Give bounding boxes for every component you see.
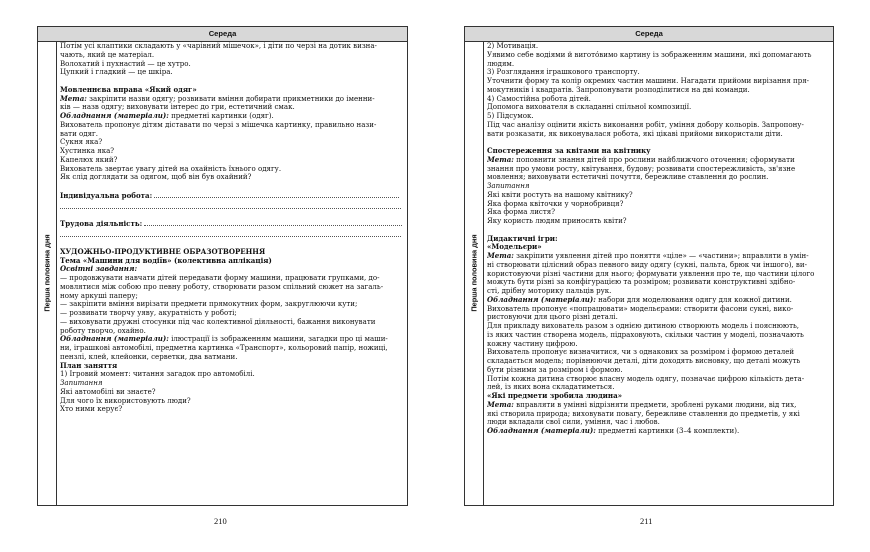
plan-line: Під час аналізу оцінити якість виконання робіт, уміння добору кольорів. Запропону- bbox=[487, 120, 804, 129]
plan-line: вати розказати, як виконувалася робота, які цікаві прийоми використали діти. bbox=[487, 129, 783, 138]
game1-process: Для прикладу вихователь разом з однією дитиною створюють модель і пояснюють, bbox=[487, 322, 800, 330]
task-line: роботу творчо, охайно. bbox=[60, 326, 146, 335]
game1-process: Вихователь пропонує визначитися, чи з однакових за розміром і формою деталей bbox=[487, 348, 795, 357]
obs-question: Яка форма листя? bbox=[487, 208, 555, 217]
plan-line: Уявимо себе водіями й вигото́вимо картину із зображенням машини, які допомагають bbox=[487, 50, 812, 59]
task-line: — закріпити вміння вирізати предмети прямокутних форм, закруглюючи кути; bbox=[60, 300, 358, 309]
game2-equipment-text: предметні картинки (3–4 комплекти). bbox=[595, 427, 740, 435]
left-page-number: 210 bbox=[214, 516, 227, 526]
equipment-label: Обладнання (матеріали): bbox=[60, 112, 169, 120]
tasks-label: Освітні завдання: bbox=[60, 265, 138, 274]
right-page-header: Середа bbox=[465, 27, 833, 42]
left-page-content bbox=[60, 42, 403, 503]
art-equipment-text: ілюстрації із зображенням машини, загадки про ці маши- bbox=[168, 335, 388, 344]
individual-work-fill-line bbox=[60, 201, 401, 209]
individual-work-label: Індивідуальна робота: bbox=[60, 190, 153, 200]
plan-line: 4) Самостійна робота дітей. bbox=[487, 94, 591, 103]
process-line: вати одяг. bbox=[60, 129, 98, 138]
obs-question: Яка форма квіточки у чорнобривця? bbox=[487, 199, 624, 208]
right-page-table bbox=[464, 26, 834, 506]
art-section-title: ХУДОЖНЬО-ПРОДУКТИВНЕ ОБРАЗОТВОРЕННЯ bbox=[60, 247, 266, 256]
process-line: Вихователь звертає увагу дітей на охайність їхнього одягу. bbox=[60, 164, 282, 173]
art-equipment-label: Обладнання (матеріали): bbox=[60, 335, 169, 344]
goal-label: Мета: bbox=[60, 94, 87, 103]
right-side-label: Перша половина дня bbox=[469, 234, 479, 312]
game2-goal-text: вправляти в умінні відрізняти предмети, зроблені руками людини, від тих, bbox=[513, 400, 797, 409]
goal-text: ків — назв одягу; виховувати інтерес до гри, естетичний смак. bbox=[60, 103, 295, 112]
question-line: Які автомобілі ви знаєте? bbox=[60, 387, 156, 396]
left-side-column bbox=[38, 41, 57, 505]
game1-process: лей, із яких вона складатиметься. bbox=[487, 383, 615, 392]
left-page-header: Середа bbox=[38, 27, 407, 42]
question-line: Для чого їх використовують люди? bbox=[60, 396, 191, 405]
labor-label: Трудова діяльність: bbox=[60, 219, 143, 229]
game2-goal-text: які створила природа; виховувати повагу, бережливе ставлення до предметів, у які bbox=[487, 409, 800, 418]
process-line: Капелюх який? bbox=[60, 155, 118, 164]
left-side-label: Перша половина дня bbox=[42, 234, 52, 312]
intro-line: Цупкий і гладкий — це шкіра. bbox=[60, 68, 173, 77]
task-line: — розвивати творчу уяву, акуратність у роботі; bbox=[60, 309, 237, 317]
game1-process: ристовуючи для цього різні деталі. bbox=[487, 313, 618, 322]
obs-goal-label: Мета: bbox=[487, 155, 514, 164]
task-line: мовлятися між собою про певну роботу, створювати разом спільний сюжет на загаль- bbox=[60, 282, 384, 291]
questions-label: Запитання bbox=[60, 379, 103, 387]
observation-title: Спостереження за квітами на квітнику bbox=[487, 147, 651, 155]
equipment-text: предметні картинки (одяг). bbox=[168, 112, 274, 120]
game2-title: «Які предмети зробила людина» bbox=[487, 392, 623, 400]
game2-equipment-label: Обладнання (матеріали): bbox=[487, 427, 596, 435]
game2-goal-label: Мета: bbox=[487, 400, 514, 409]
intro-line: чають, який це матеріал. bbox=[60, 50, 155, 59]
game1-title: «Модельєри» bbox=[487, 243, 542, 252]
game1-process: Вихователь пропонує «попрацювати» модельєрами: створити фасони сукні, вико- bbox=[487, 304, 794, 313]
plan-line: 3) Розглядання іграшкового транспорту. bbox=[487, 68, 640, 77]
obs-goal-text: поповнити знання дітей про рослини найближчого оточення; сформувати bbox=[513, 155, 795, 164]
individual-work-fill-line bbox=[154, 191, 399, 198]
game1-goal-text: користовуючи різні частини для нього; формувати уявлення про те, що частини цілого bbox=[487, 269, 815, 278]
intro-line: Волохатий і пухнастий — це хутро. bbox=[60, 59, 191, 68]
art-equipment-text: пензлі, клей, клейонки, серветки, два ватмани. bbox=[60, 352, 238, 361]
game2-goal-text: люди вкладали свої сили, уміння, час і любов. bbox=[487, 418, 660, 427]
obs-questions-label: Запитання bbox=[487, 182, 530, 190]
labor-fill-line bbox=[144, 219, 402, 226]
process-line: Вихователь пропонує дітям діставати по черзі з мішечка картинку, правильно нази- bbox=[60, 120, 377, 129]
art-equipment-text: ни, іграшкові автомобілі, предметна картинка «Транспорт», кольоровий папір, ножиці, bbox=[60, 344, 388, 352]
obs-question: Яку користь людям приносять квіти? bbox=[487, 217, 627, 225]
labor-fill-line bbox=[60, 229, 401, 237]
question-line: Хто ними керує? bbox=[60, 405, 123, 414]
right-page-number: 211 bbox=[640, 516, 653, 526]
exercise-title: Мовленнєва вправа «Який одяг» bbox=[60, 85, 197, 94]
game1-process: бути різними за розміром і формою. bbox=[487, 365, 623, 374]
game1-process: із яких частин створена модель, підраховують, скільки частин у моделі, позначають bbox=[487, 330, 804, 339]
right-page-content bbox=[487, 42, 829, 503]
task-line: — продовжувати навчати дітей передавати форму машини, працювати групками, до- bbox=[60, 274, 380, 282]
plan-line: людям. bbox=[487, 59, 515, 68]
process-line: Хустинка яка? bbox=[60, 147, 115, 155]
task-line: — виховувати дружні стосунки під час колективної діяльності, бажання виконувати bbox=[60, 317, 376, 326]
games-title: Дидактичні ігри: bbox=[487, 234, 558, 243]
obs-question: Які квіти ростуть на нашому квітнику? bbox=[487, 190, 633, 199]
plan-line: Уточнити форму та колір окремих частин машини. Нагадати прийоми вирізання пря- bbox=[487, 77, 810, 85]
game1-goal-label: Мета: bbox=[487, 252, 514, 260]
plan-title: План заняття bbox=[60, 361, 118, 370]
obs-goal-text: мовлення; виховувати естетичні почуття, бережливе ставлення до рослин. bbox=[487, 173, 769, 182]
obs-goal-text: знання про умови росту, квітування, будову; розвивати спостережливість, зв'язне bbox=[487, 164, 796, 173]
game1-process: кожну частину цифрою. bbox=[487, 339, 578, 348]
game1-equipment-label: Обладнання (матеріали): bbox=[487, 295, 596, 304]
game1-process: Потім кожна дитина створює власну модель одягу, позначає цифрою кількість дета- bbox=[487, 374, 805, 383]
process-line: Сукня яка? bbox=[60, 138, 103, 147]
goal-text: закріпити назви одягу; розвивати вміння добирати прикметники до іменни- bbox=[86, 94, 375, 103]
process-line: Як слід доглядати за одягом, щоб він був охайний? bbox=[60, 173, 252, 182]
art-topic: Тема «Машини для водіїв» (колективна аплікація) bbox=[60, 256, 272, 265]
game1-goal-text: закріпити уявлення дітей про поняття «ціле» — «частини»; вправляти в умін- bbox=[513, 252, 809, 260]
plan-line: 5) Підсумок. bbox=[487, 112, 534, 120]
intro-line: Потім усі клаптики складають у «чарівний мішечок», і діти по черзі на дотик визна- bbox=[60, 42, 377, 50]
game1-equipment-text: набори для моделювання одягу для кожної дитини. bbox=[595, 295, 792, 304]
plan-line: Допомога вихователя в складанні спільної композиції. bbox=[487, 103, 692, 112]
game1-goal-text: можуть бути різні за конфігурацією та розміром; розвивати конструктивні здібно- bbox=[487, 278, 796, 287]
game1-process: складається модель; порівнюючи деталі, діти доходять висновку, що деталі можуть bbox=[487, 357, 801, 365]
plan-item: 1) Ігровий момент: читання загадок про автомобілі. bbox=[60, 370, 255, 379]
left-page-table bbox=[37, 26, 408, 506]
plan-line: мокутників і квадратів. Запропонувати розподілитися на дві команди. bbox=[487, 85, 750, 94]
plan-line: 2) Мотивація. bbox=[487, 42, 539, 50]
task-line: ному аркуші паперу; bbox=[60, 291, 138, 300]
right-side-column bbox=[465, 41, 484, 505]
game1-goal-text: сті, дрібну моторику пальців рук. bbox=[487, 287, 612, 295]
game1-goal-text: ні створювати цілісний образ певного виду одягу (сукні, пальта, брюк чи іншого), ви- bbox=[487, 260, 807, 269]
